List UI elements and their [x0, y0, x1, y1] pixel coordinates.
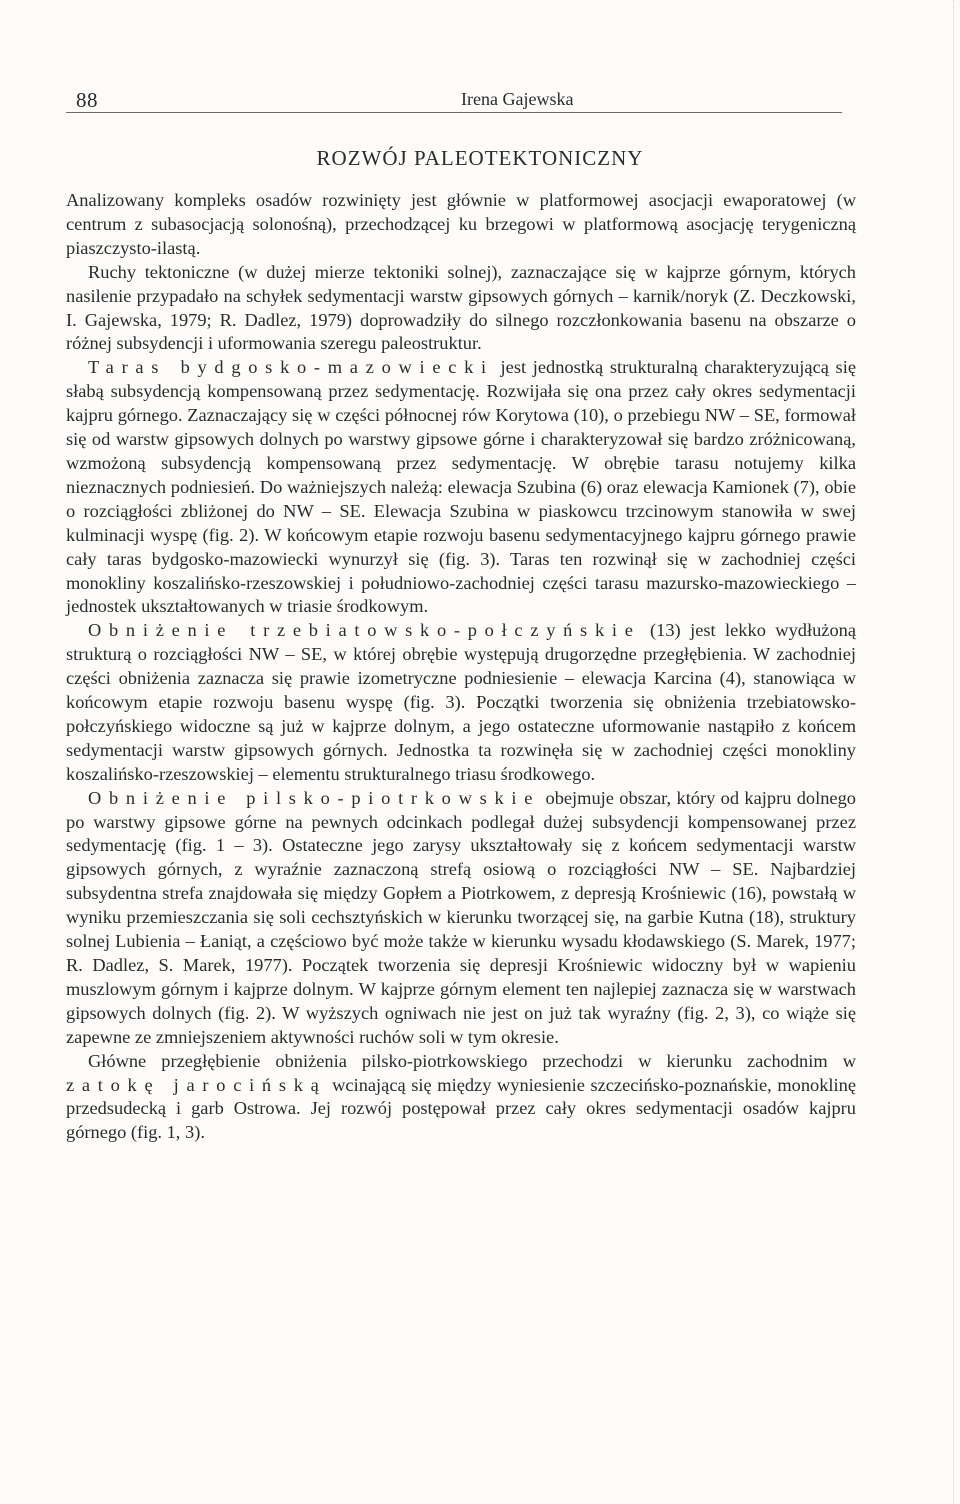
paragraph-text: Analizowany kompleks osadów rozwinięty jest głównie w platformowej asocjacji ewaporatowej (w centrum z subasocjacją solonośną), przechodzącej ku brzegowi w platformową asocjację terygeniczną piaszczysto-ilastą. [66, 190, 856, 258]
spaced-term: Obniżenie pilsko-piotrkowskie [88, 787, 541, 808]
page-header [66, 86, 842, 113]
scan-edge [950, 0, 954, 1504]
paragraph-tectonics [66, 261, 856, 357]
spaced-term: zatokę jarocińską [66, 1074, 327, 1095]
paragraph-text: Główne przegłębienie obniżenia pilsko-piotrkowskiego przechodzi w kierunku zachodnim w [88, 1050, 856, 1071]
paragraph-text: wcinającą się między wyniesienie szczecińsko-poznańskie, monoklinę przedsudecką i garb Ostrowa. Jej rozwój postępował przez cały okres sedymentacji osadów kajpru górnego (fig. 1, 3). [66, 1074, 856, 1143]
paragraph-zatoka [66, 1050, 856, 1146]
spaced-term: Obniżenie trzebiatowsko-połczyńskie [88, 620, 641, 641]
spaced-term: Taras bydgosko-mazowiecki [88, 357, 494, 378]
paragraph-text: jest jednostką strukturalną charakteryzującą się słabą subsydencją kompensowaną przez sedymentację. Rozwijała się ona przez cały okres sedymentacji kajpru górnego. Zaznaczający się w części północnej rów Korytowa (10), o przebiegu NW – SE, formował się od warstw gipsowych dolnych po warstwy gipsowe górne i charakteryzował się bardzo zróżnicowaną, wzmożoną subsydencją kompensowaną przez sedymentację. W obrębie tarasu notujemy kilka nieznacznych podniesień. Do ważniejszych należą: elewacja Szubina (6) oraz elewacja Kamionek (7), obie o rozciągłości zbliżonej do NW – SE. Elewacja Szubina w piaskowcu trzcinowym stanowiła w swej kulminacji wyspę (fig. 2). W końcowym etapie rozwoju basenu sedymentacyjnego kajpru górnego prawie cały taras bydgosko-mazowiecki wynurzył się (fig. 3). Taras ten rozwinął się w zachodniej części monokliny koszalińsko-rzeszowskiej i południowo-zachodniej części tarasu mazursko-mazowieckiego – jednostek ukształtowanych w triasie środkowym. [66, 357, 856, 617]
paragraph-intro [66, 189, 856, 261]
running-head: Irena Gajewska [461, 89, 574, 109]
paragraph-text: Ruchy tektoniczne (w dużej mierze tektoniki solnej), zaznaczające się w kajprze górnym, których nasilenie przypadało na schyłek sedymentacji warstw gipsowych górnych – karnik/noryk (Z. Deczkowski, I. Gajewska, 1979; R. Dadlez, 1979) doprowadziły do silnego rozczłonkowania basenu na obszarze o różnej subsydencji i uformowania szeregu paleostruktur. [66, 261, 856, 354]
paragraph-taras [66, 356, 856, 619]
paragraph-text: (13) jest lekko wydłużoną strukturą o rozciągłości NW – SE, w której obrębie występują drugorzędne przegłębienia. W zachodniej części obniżenia zaznacza się prawie izometryczne podniesienie – elewacja Karcina (4), stanowiąca w końcowym etapie rozwoju basenu wyspę (fig. 3). Początki tworzenia się obniżenia trzebiatowsko-połczyńskiego widoczne są już w kajprze dolnym, a jego ostateczne uformowanie nastąpiło z końcem sedymentacji warstw gipsowych górnych. Jednostka ta rozwinęła się w zachodniej części monokliny koszalińsko-rzeszowskiej – elementu strukturalnego triasu środkowego. [66, 620, 857, 784]
body-text [66, 189, 856, 1145]
paragraph-trzebiatowsko [66, 619, 856, 786]
page-number: 88 [76, 88, 98, 112]
section-title: ROZWÓJ PALEOTEKTONICZNY [316, 146, 644, 170]
paragraph-pilsko [66, 787, 856, 1050]
paragraph-text: obejmuje obszar, który od kajpru dolnego po warstwy gipsowe górne na pewnych odcinkach podlegał dużej subsydencji kompensowanej przez sedymentację (fig. 1 – 3). Ostateczne jego zarysy ukształtowały się z końcem sedymentacji warstw gipsowych górnych, z wyraźnie zaznaczoną strefą osiową o rozciągłości NW – SE. Najbardziej subsydentna strefa znajdowała się między Gopłem a Piotrkowem, z depresją Krośniewic (16), powstałą w wyniku przemieszczania się soli cechsztyńskich w kierunku tworzącej się, na garbie Kutna (18), struktury solnej Lubienia – Łaniąt, a częściowo być może także w kierunku wysadu kłodawskiego (S. Marek, 1977; R. Dadlez, S. Marek, 1977). Początek tworzenia się depresji Krośniewic widoczny był w wapieniu muszlowym górnym i kajprze dolnym. W kajprze górnym element ten najlepiej zaznacza się w warstwach gipsowych dolnych (fig. 2). W wyższych ogniwach nie jest on już tak wyraźny (fig. 2, 3), co wiąże się zapewne ze zmniejszeniem aktywności ruchów soli w tym okresie. [66, 787, 856, 1047]
